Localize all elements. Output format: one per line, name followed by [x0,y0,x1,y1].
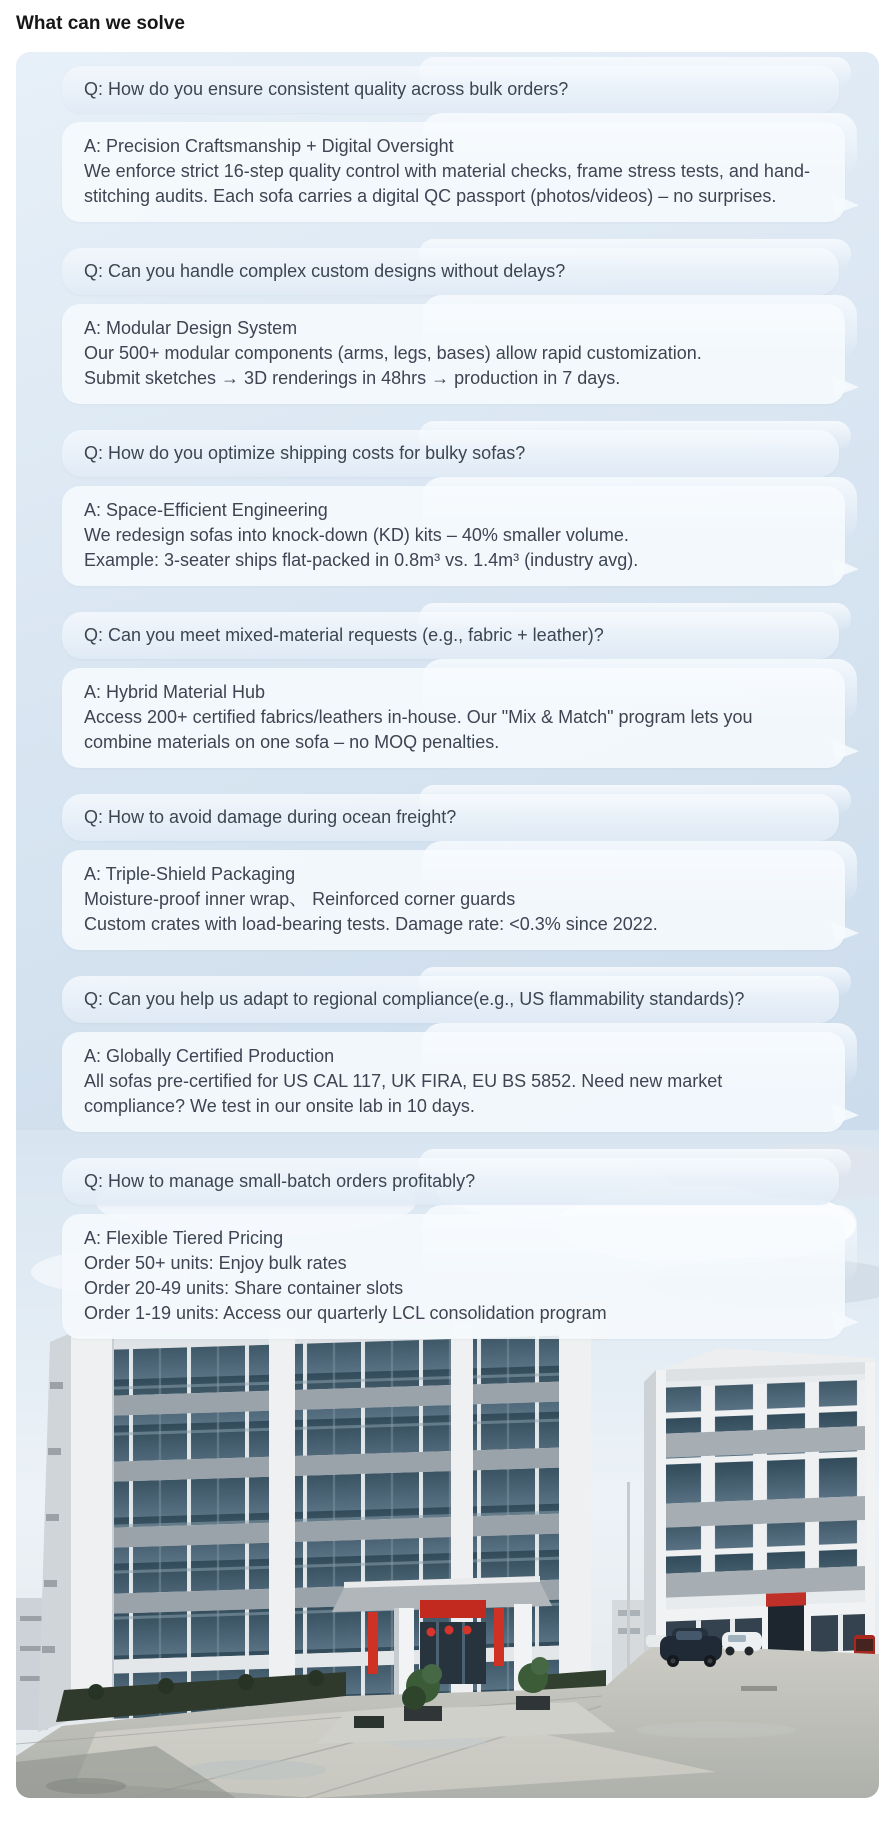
answer-title: A: Globally Certified Production [84,1046,335,1066]
answer-line: All sofas pre-certified for US CAL 117, UK FIRA, EU BS 5852. Need new market compliance? We test in our onsite lab in 10 days. [84,1071,723,1116]
answer-body [84,705,823,755]
faq-item [62,612,845,768]
answer-title: A: Modular Design System [84,318,298,338]
answer-line: Custom crates with load-bearing tests. Damage rate: <0.3% since 2022. [84,914,658,934]
faq-item [62,1158,845,1339]
faq-item [62,976,845,1132]
answer-line: Order 50+ units: Enjoy bulk rates [84,1253,347,1273]
answer-line: Our 500+ modular components (arms, legs, bases) allow rapid customization. [84,343,702,363]
question-text: Q: How to manage small-batch orders profitably? [84,1171,476,1191]
question-text: Q: Can you handle complex custom designs without delays? [84,261,566,281]
faq-answer-bubble [62,122,845,222]
faq-question-bubble [62,430,839,477]
faq-question-bubble [62,66,839,113]
faq-question-bubble [62,1158,839,1205]
faq-question-bubble [62,248,839,295]
answer-body [84,1251,823,1326]
question-text: Q: How do you optimize shipping costs for bulky sofas? [84,443,526,463]
faq-answer-bubble [62,850,845,950]
answer-title: A: Precision Craftsmanship + Digital Oversight [84,136,454,156]
question-text: Q: How do you ensure consistent quality across bulk orders? [84,79,569,99]
answer-line: We redesign sofas into knock-down (KD) kits – 40% smaller volume. [84,525,629,545]
question-text: Q: Can you help us adapt to regional compliance(e.g., US flammability standards)? [84,989,745,1009]
question-text: Q: Can you meet mixed-material requests (e.g., fabric + leather)? [84,625,604,645]
faq-answer-bubble [62,486,845,586]
faq-answer-bubble [62,668,845,768]
answer-line: Moisture-proof inner wrap、 Reinforced corner guards [84,889,516,909]
answer-body [84,341,823,391]
answer-line: Access 200+ certified fabrics/leathers in-house. Our "Mix & Match" program lets you combine materials on one sofa – no MOQ penalties. [84,707,753,752]
answer-line: Submit sketches → 3D renderings in 48hrs → production in 7 days. [84,368,621,388]
answer-title: A: Flexible Tiered Pricing [84,1228,284,1248]
faq-item [62,248,845,404]
answer-line: Example: 3-seater ships flat-packed in 0.8m³ vs. 1.4m³ (industry avg). [84,550,639,570]
answer-body [84,1069,823,1119]
answer-body [84,887,823,937]
faq-panel [16,52,879,1798]
question-text: Q: How to avoid damage during ocean freight? [84,807,457,827]
answer-title: A: Hybrid Material Hub [84,682,266,702]
answer-title: A: Space-Efficient Engineering [84,500,328,520]
answer-body [84,159,823,209]
faq-answer-bubble [62,304,845,404]
answer-line: Order 20-49 units: Share container slots [84,1278,404,1298]
answer-line: Order 1-19 units: Access our quarterly LCL consolidation program [84,1303,607,1323]
faq-list [16,52,879,1339]
faq-item [62,794,845,950]
faq-question-bubble [62,976,839,1023]
answer-line: We enforce strict 16-step quality control with material checks, frame stress tests, and hand-stitching audits. Each sofa carries a digital QC passport (photos/videos) – no surprises. [84,161,810,206]
faq-item [62,430,845,586]
faq-answer-bubble [62,1032,845,1132]
faq-question-bubble [62,794,839,841]
page-title: What can we solve [16,13,185,34]
answer-title: A: Triple-Shield Packaging [84,864,296,884]
faq-question-bubble [62,612,839,659]
answer-body [84,523,823,573]
faq-answer-bubble [62,1214,845,1339]
faq-item [62,66,845,222]
